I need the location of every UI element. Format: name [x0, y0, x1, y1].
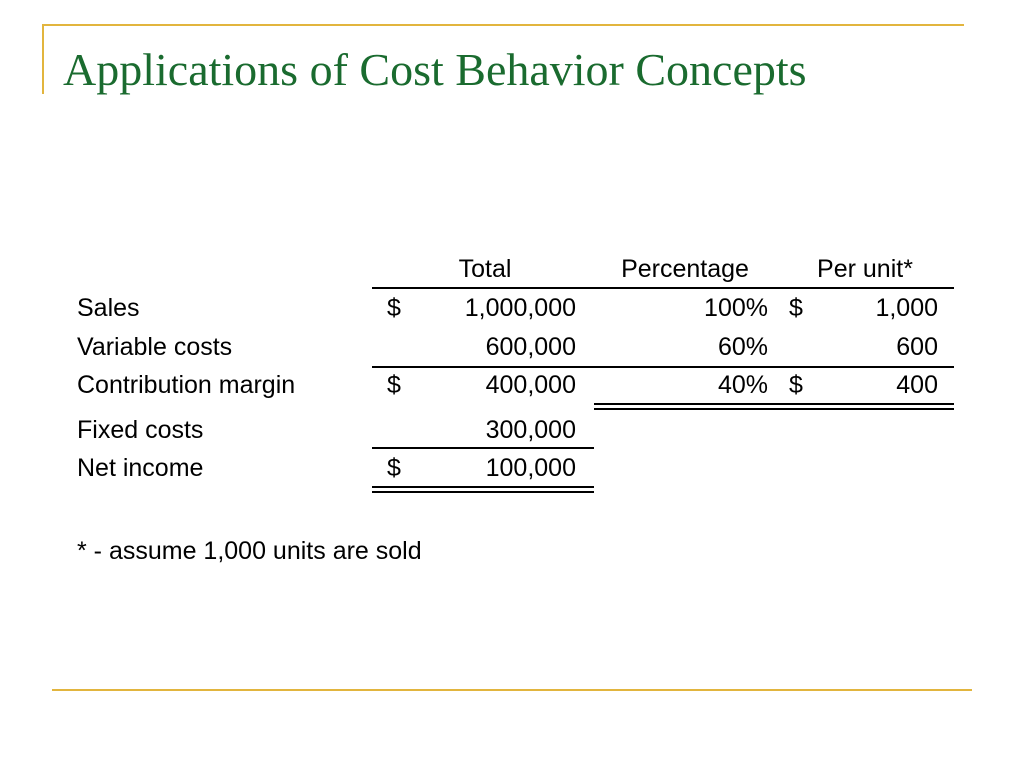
row-label-sales: Sales — [77, 294, 140, 322]
sales-total: 1,000,000 — [464, 294, 576, 322]
header-per-unit: Per unit* — [817, 255, 913, 283]
sales-total-dollar: $ — [387, 294, 401, 322]
row-label-contribution-margin: Contribution margin — [77, 371, 296, 399]
frame-bottom-line — [52, 689, 972, 691]
variable-costs-per-unit: 600 — [896, 333, 938, 361]
fixed-costs-underline — [372, 447, 594, 449]
row-label-net-income: Net income — [77, 454, 204, 482]
contribution-margin-double-underline-bottom — [594, 408, 954, 410]
contribution-margin-double-underline-top — [594, 403, 954, 405]
contribution-margin-total: 400,000 — [485, 371, 576, 399]
contribution-margin-per-unit: 400 — [896, 371, 938, 399]
net-income-total-dollar: $ — [387, 454, 401, 482]
fixed-costs-total: 300,000 — [485, 416, 576, 444]
frame-top-line — [42, 24, 964, 26]
header-total: Total — [458, 255, 512, 283]
header-percentage: Percentage — [621, 255, 749, 283]
net-income-double-underline-top — [372, 486, 594, 488]
variable-costs-underline — [372, 366, 954, 368]
net-income-total: 100,000 — [485, 454, 576, 482]
variable-costs-percentage: 60% — [717, 333, 768, 361]
sales-percentage: 100% — [704, 294, 768, 322]
row-label-variable-costs: Variable costs — [77, 333, 233, 361]
header-underline — [372, 287, 954, 289]
sales-per-unit: 1,000 — [875, 294, 938, 322]
footnote: * - assume 1,000 units are sold — [77, 537, 422, 565]
variable-costs-total: 600,000 — [485, 333, 576, 361]
frame-left-line — [42, 24, 44, 94]
contribution-margin-percentage: 40% — [717, 371, 768, 399]
row-label-fixed-costs: Fixed costs — [77, 416, 204, 444]
contribution-margin-total-dollar: $ — [387, 371, 401, 399]
contribution-margin-unit-dollar: $ — [789, 371, 803, 399]
sales-unit-dollar: $ — [789, 294, 803, 322]
slide-title: Applications of Cost Behavior Concepts — [63, 44, 807, 95]
net-income-double-underline-bottom — [372, 491, 594, 493]
